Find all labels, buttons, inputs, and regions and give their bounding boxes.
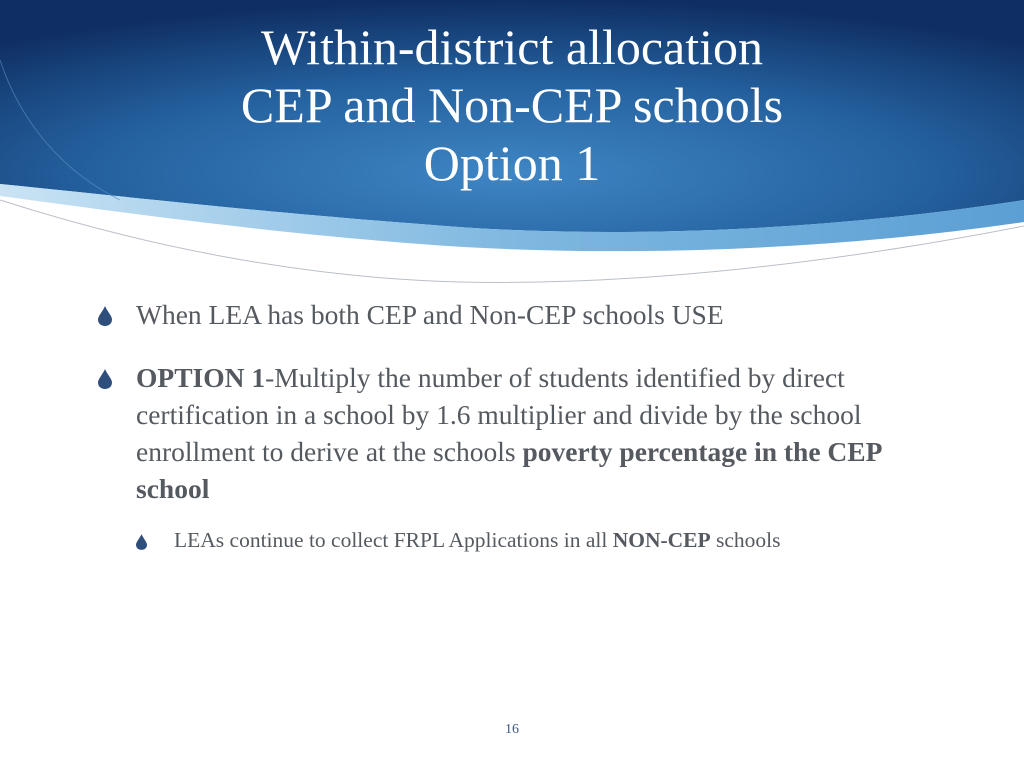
page-number: 16 <box>505 722 519 737</box>
title-line-3: Option 1 <box>423 135 601 191</box>
bullet-item <box>98 296 918 333</box>
sub-bullet-text-after: schools <box>710 528 781 552</box>
bullet-bold-lead: OPTION 1 <box>136 362 266 393</box>
title-line-1: Within-district allocation <box>260 19 764 75</box>
sub-bullet-bold: NON-CEP <box>612 528 711 552</box>
bullet-bold-tail: poverty percentage in the CEP school <box>136 436 881 504</box>
droplet-bullet-icon <box>98 369 112 389</box>
bullet-item <box>98 359 918 507</box>
slide-content <box>98 296 918 556</box>
title-line-2: CEP and Non-CEP schools <box>240 77 784 133</box>
bullet-text: When LEA has both CEP and Non-CEP schools USE <box>136 299 724 330</box>
sub-bullet-text: LEAs continue to collect FRPL Applications in all <box>174 528 613 552</box>
bullet-text: -Multiply the number of students identified by direct certification in a school by 1.6 multiplier and divide by the school enrollment to derive at the schools <box>136 362 862 467</box>
droplet-bullet-icon <box>136 534 147 550</box>
sub-bullet-item <box>136 525 918 556</box>
slide-title <box>0 18 1024 192</box>
droplet-bullet-icon <box>98 306 112 326</box>
